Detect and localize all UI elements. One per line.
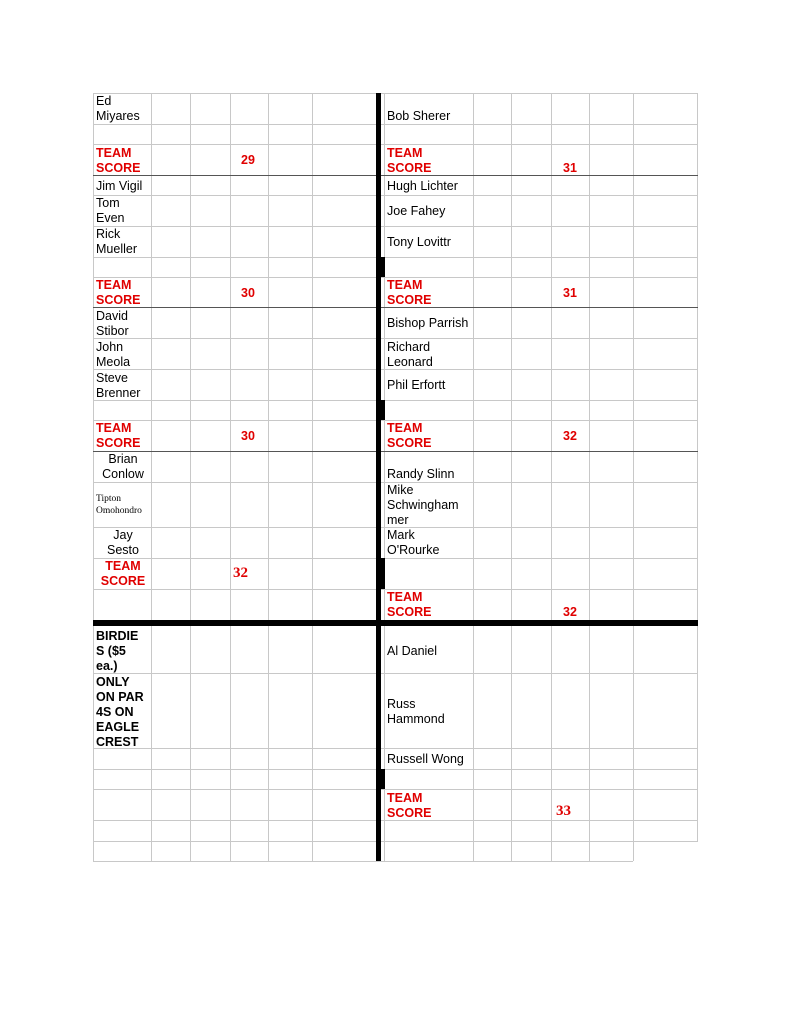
team-score-label: TEAM SCORE <box>100 559 146 588</box>
player-name: Al Daniel <box>387 644 438 658</box>
team-score-label: TEAM SCORE <box>387 146 432 175</box>
team-score-label: TEAM SCORE <box>387 791 432 820</box>
player-name: Hugh Lichter <box>387 179 458 193</box>
birdies-title: BIRDIE S ($5 ea.) <box>96 629 139 673</box>
team-score-value: 33 <box>556 803 571 819</box>
team-score-value: 30 <box>241 429 255 443</box>
player-name: Jay Sesto <box>107 528 139 557</box>
player-name: Tipton Omohondro <box>96 494 142 516</box>
player-name: Tony Lovittr <box>387 235 451 249</box>
team-score-label: TEAM SCORE <box>387 590 432 619</box>
team-score-value: 30 <box>241 286 255 300</box>
player-name: Randy Slinn <box>387 467 455 481</box>
player-name: Bob Sherer <box>387 109 451 123</box>
player-name: Joe Fahey <box>387 204 446 218</box>
birdies-note: ONLY ON PAR 4S ON EAGLE CREST <box>96 675 144 749</box>
player-name: Ed Miyares <box>96 94 140 123</box>
team-score-value: 32 <box>563 605 577 619</box>
team-score-value: 31 <box>563 286 577 300</box>
team-score-value: 31 <box>563 161 577 175</box>
team-score-value: 32 <box>233 565 248 581</box>
player-name: Mike Schwingham mer <box>387 483 459 527</box>
player-name: Brian Conlow <box>102 452 144 481</box>
player-name: Rick Mueller <box>96 227 137 256</box>
team-score-label: TEAM SCORE <box>96 278 141 307</box>
team-score-label: TEAM SCORE <box>387 421 432 450</box>
player-name: Mark O'Rourke <box>387 528 440 557</box>
team-score-label: TEAM SCORE <box>96 146 141 175</box>
player-name: Tom Even <box>96 196 125 225</box>
player-name: John Meola <box>96 340 131 369</box>
player-name: Bishop Parrish <box>387 316 469 330</box>
player-name: Steve Brenner <box>96 371 141 400</box>
team-score-value: 32 <box>563 429 577 443</box>
player-name: Jim Vigil <box>96 179 143 193</box>
player-name: David Stibor <box>96 309 129 338</box>
team-score-label: TEAM SCORE <box>96 421 141 450</box>
team-score-value: 29 <box>241 153 255 167</box>
player-name: Russell Wong <box>387 752 464 766</box>
team-score-label: TEAM SCORE <box>387 278 432 307</box>
player-name: Russ Hammond <box>387 697 445 726</box>
player-name: Richard Leonard <box>387 340 433 369</box>
player-name: Phil Erfortt <box>387 378 446 392</box>
